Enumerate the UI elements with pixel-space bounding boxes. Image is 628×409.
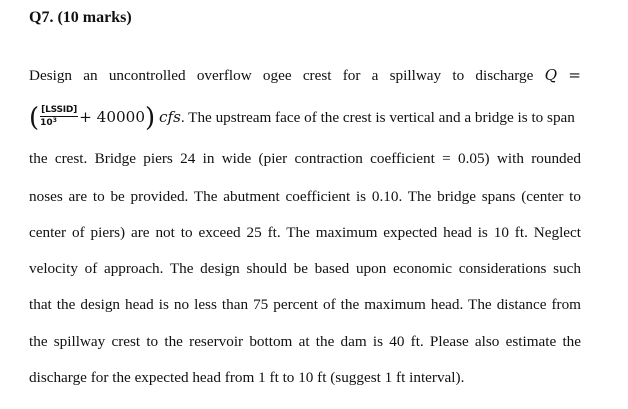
body-line-5: center of piers) are not to exceed 25 ft. The maximum expected head is 10 ft. Neglect [29,224,581,241]
body-line-7: that the design head is no less than 75 percent of the maximum head. The distance from [29,296,581,313]
fraction-denominator-exponent: 3 [52,117,57,125]
body-line-1 [29,65,581,86]
units-cfs: cfs [158,108,181,126]
open-paren: ( [29,103,40,133]
fraction-denominator [40,117,78,128]
equals-sign: = [568,66,582,84]
body-line-1-text: Design an uncontrolled overflow ogee crest for a spillway to discharge [29,67,534,84]
question-title: Q7. (10 marks) [29,9,132,26]
body-line-6: velocity of approach. The design should be based upon economic considerations such [29,260,581,277]
close-paren: ) [144,103,156,133]
body-line-3: the crest. Bridge piers 24 in wide (pier contraction coefficient = 0.05) with rounded [29,150,581,167]
body-line-2-text: . The upstream face of the crest is vertical and a bridge is to span [180,109,575,126]
plus-term: + 40000 [79,108,145,126]
fraction [40,105,78,128]
body-line-8: the spillway crest to the reservoir bottom at the dam is 40 ft. Please also estimate the [29,333,581,350]
body-line-9: discharge for the expected head from 1 ft to 10 ft (suggest 1 ft interval). [29,369,465,386]
fraction-numerator: [LSSID] [41,105,78,116]
discharge-symbol: Q [544,66,558,84]
body-line-4: noses are to be provided. The abutment coefficient is 0.10. The bridge spans (center to [29,188,581,205]
body-line-2 [29,103,581,133]
fraction-denominator-base: 10 [40,118,53,129]
